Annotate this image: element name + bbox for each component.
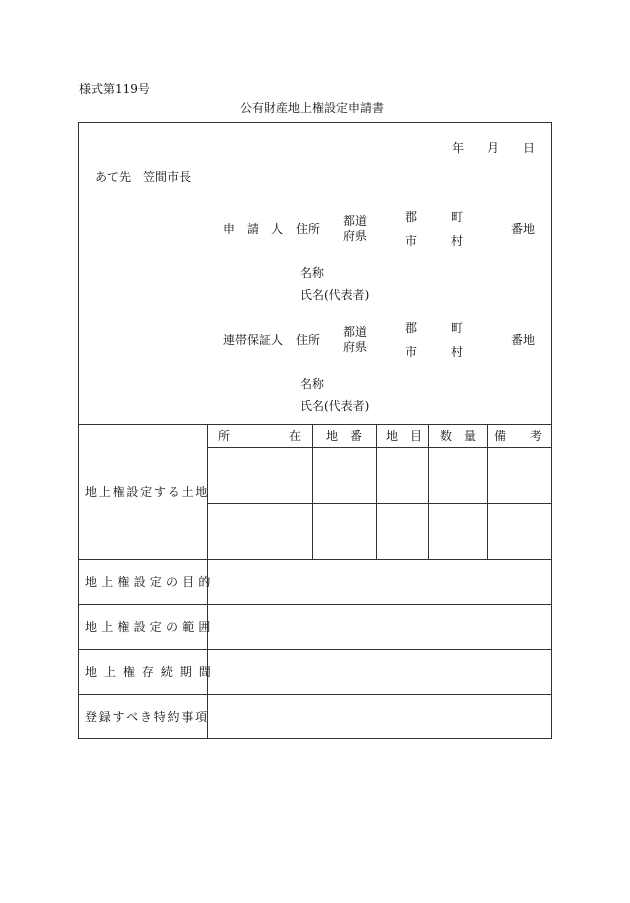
land-row-1-location[interactable]	[208, 448, 312, 503]
date-month-label: 月	[487, 141, 500, 155]
applicant-address-label: 住所	[296, 222, 321, 236]
applicant-shi-label: 市	[405, 234, 418, 248]
date-year-label: 年	[452, 141, 465, 155]
land-row-2-category[interactable]	[377, 504, 428, 559]
guarantor-shi-label: 市	[405, 345, 418, 359]
form-number: 様式第119号	[79, 82, 150, 96]
date-day-label: 日	[523, 141, 536, 155]
scope-label: 地上権設定の範囲	[85, 620, 215, 634]
applicant-name-label: 名称	[300, 266, 325, 280]
applicant-role-label: 申 請 人	[223, 222, 284, 236]
guarantor-name-label: 名称	[300, 377, 325, 391]
divider-header-section	[78, 424, 552, 425]
land-row-2-location[interactable]	[208, 504, 312, 559]
header-quantity: 数 量	[440, 429, 477, 443]
guarantor-address-label: 住所	[296, 333, 321, 347]
special-terms-field[interactable]	[208, 695, 551, 738]
header-remarks: 備 考	[494, 429, 543, 443]
scope-field[interactable]	[208, 605, 551, 649]
guarantor-gun-label: 郡	[405, 321, 418, 335]
applicant-pref-top: 都道	[343, 214, 368, 228]
applicant-machi-label: 町	[451, 210, 464, 224]
guarantor-role-label: 連帯保証人	[223, 333, 284, 347]
guarantor-banchi-label: 番地	[511, 333, 536, 347]
purpose-label: 地上権設定の目的	[85, 575, 215, 589]
guarantor-representative-label: 氏名(代表者)	[300, 399, 370, 413]
land-row-1-remarks[interactable]	[488, 448, 551, 503]
guarantor-pref-top: 都道	[343, 325, 368, 339]
guarantor-mura-label: 村	[451, 345, 464, 359]
applicant-gun-label: 郡	[405, 210, 418, 224]
applicant-pref-bottom: 府県	[343, 229, 368, 243]
duration-field[interactable]	[208, 650, 551, 694]
duration-label: 地上権存続期間	[85, 665, 218, 679]
guarantor-pref-bottom: 府県	[343, 340, 368, 354]
header-location-a: 所	[218, 429, 231, 443]
land-row-1-quantity[interactable]	[429, 448, 487, 503]
applicant-mura-label: 村	[451, 234, 464, 248]
land-row-1-lot[interactable]	[313, 448, 376, 503]
page-title: 公有財産地上権設定申請書	[240, 101, 385, 115]
purpose-field[interactable]	[208, 560, 551, 604]
land-section-label: 地上権設定する土地	[85, 485, 210, 499]
special-terms-label: 登録すべき特約事項	[85, 710, 209, 724]
land-row-2-lot[interactable]	[313, 504, 376, 559]
land-row-2-quantity[interactable]	[429, 504, 487, 559]
land-row-1-category[interactable]	[377, 448, 428, 503]
applicant-banchi-label: 番地	[511, 222, 536, 236]
guarantor-machi-label: 町	[451, 321, 464, 335]
header-land-category: 地 目	[386, 429, 423, 443]
land-row-2-remarks[interactable]	[488, 504, 551, 559]
applicant-representative-label: 氏名(代表者)	[300, 288, 370, 302]
header-lot-number: 地 番	[326, 429, 363, 443]
addressee: あて先 笠間市長	[95, 170, 192, 184]
header-location-b: 在	[289, 429, 302, 443]
